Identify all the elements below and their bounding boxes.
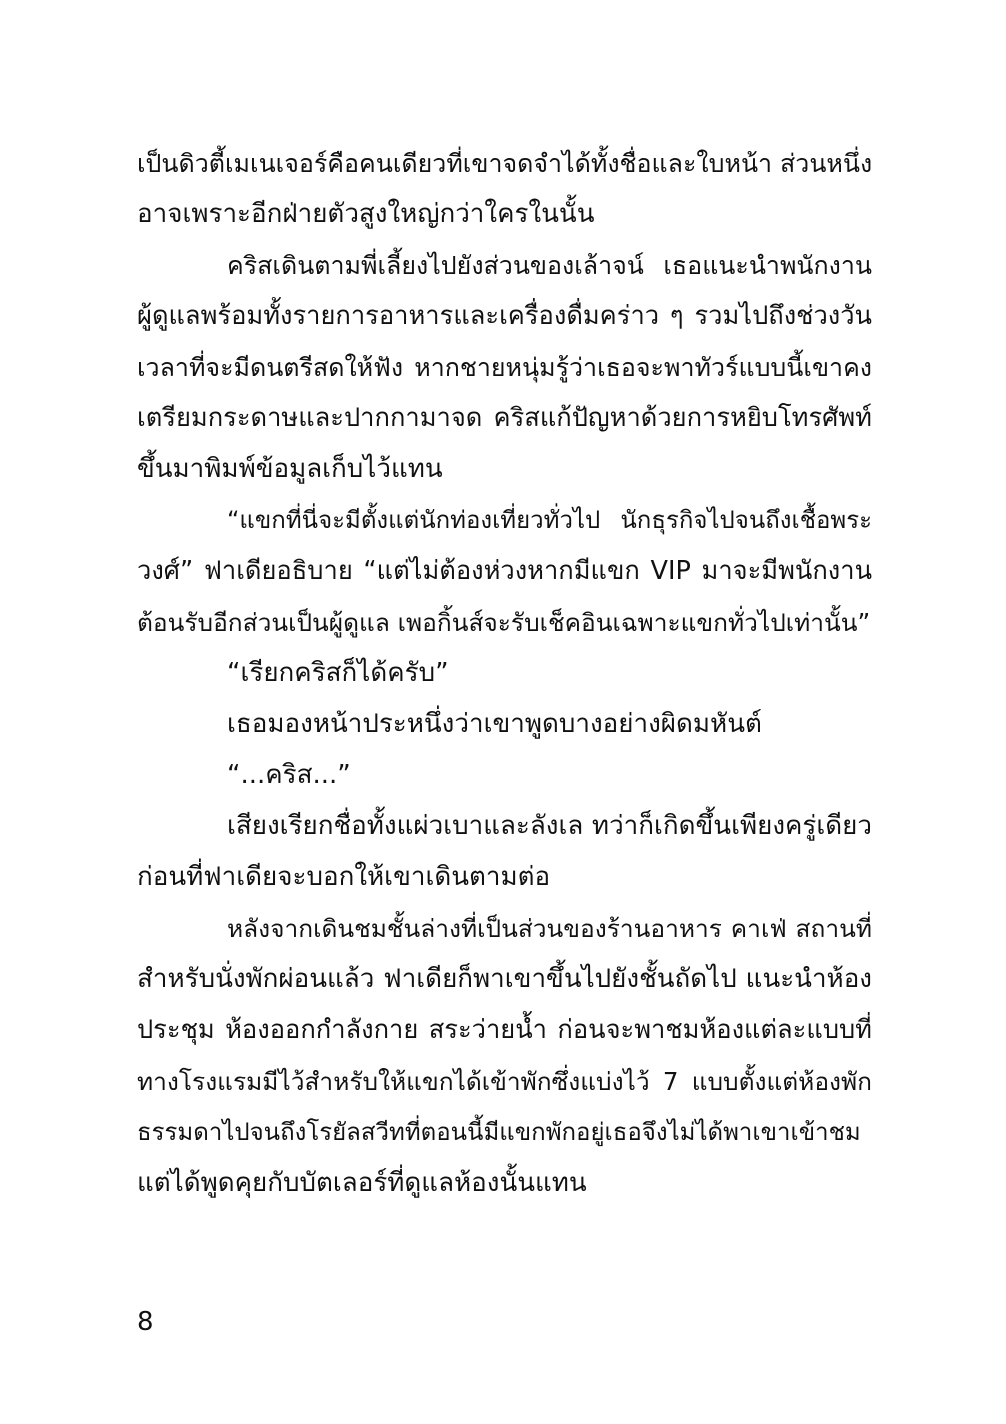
text-line: เตรียมกระดาษและปากกามาจด คริสแก้ปัญหาด้วยการหยิบโทรศัพท์ bbox=[137, 403, 872, 433]
text-line: อาจเพราะอีกฝ่ายตัวสูงใหญ่กว่าใครในนั้น bbox=[137, 199, 595, 229]
body-text bbox=[137, 138, 872, 1209]
text-line: “เรียกคริสก็ได้ครับ” bbox=[227, 658, 449, 688]
text-line: “...คริส...” bbox=[227, 760, 351, 790]
text-line: หลังจากเดินชมชั้นล่างที่เป็นส่วนของร้านอาหาร คาเฟ่ สถานที่ bbox=[227, 914, 872, 943]
text-line: ต้อนรับอีกส่วนเป็นผู้ดูแล เพอกิ้นส์จะรับเช็คอินเฉพาะแขกทั่วไปเท่านั้น” bbox=[137, 608, 871, 637]
text-line: ประชุม ห้องออกกำลังกาย สระว่ายน้ำ ก่อนจะพาชมห้องแต่ละแบบที่ bbox=[137, 1015, 872, 1045]
text-line: ธรรมดาไปจนถึงโรยัลสวีทที่ตอนนี้มีแขกพักอยู่เธอจึงไม่ได้พาเขาเข้าชม bbox=[137, 1118, 861, 1146]
text-line: ผู้ดูแลพร้อมทั้งรายการอาหารและเครื่องดื่มคร่าว ๆ รวมไปถึงช่วงวัน bbox=[137, 301, 872, 331]
text-line: วงศ์” ฟาเดียอธิบาย “แต่ไม่ต้องห่วงหากมีแขก VIP มาจะมีพนักงาน bbox=[137, 556, 872, 586]
text-line: ขึ้นมาพิมพ์ข้อมูลเก็บไว้แทน bbox=[137, 454, 443, 484]
text-line: “แขกที่นี่จะมีตั้งแต่นักท่องเที่ยวทั่วไป นักธุรกิจไปจนถึงเชื้อพระ bbox=[227, 506, 872, 534]
text-line: คริสเดินตามพี่เลี้ยงไปยังส่วนของเล้าจน์ เธอแนะนำพนักงาน bbox=[227, 251, 872, 280]
text-line: เธอมองหน้าประหนึ่งว่าเขาพูดบางอย่างผิดมหันต์ bbox=[227, 709, 762, 739]
text-line: สำหรับนั่งพักผ่อนแล้ว ฟาเดียก็พาเขาขึ้นไปยังชั้นถัดไป แนะนำห้อง bbox=[137, 964, 872, 994]
page-number: 8 bbox=[137, 1307, 154, 1337]
text-line: เวลาที่จะมีดนตรีสดให้ฟัง หากชายหนุ่มรู้ว่าเธอจะพาทัวร์แบบนี้เขาคง bbox=[137, 353, 872, 382]
text-line: แต่ได้พูดคุยกับบัตเลอร์ที่ดูแลห้องนั้นแทน bbox=[137, 1168, 587, 1198]
text-line: เป็นดิวตี้เมเนเจอร์คือคนเดียวที่เขาจดจำได้ทั้งชื่อและใบหน้า ส่วนหนึ่ง bbox=[137, 149, 872, 178]
text-line: เสียงเรียกชื่อทั้งแผ่วเบาและลังเล ทว่าก็เกิดขึ้นเพียงครู่เดียว bbox=[227, 811, 872, 841]
text-line: ก่อนที่ฟาเดียจะบอกให้เขาเดินตามต่อ bbox=[137, 862, 551, 892]
text-line: ทางโรงแรมมีไว้สำหรับให้แขกได้เข้าพักซึ่งแบ่งไว้ 7 แบบตั้งแต่ห้องพัก bbox=[137, 1067, 872, 1096]
